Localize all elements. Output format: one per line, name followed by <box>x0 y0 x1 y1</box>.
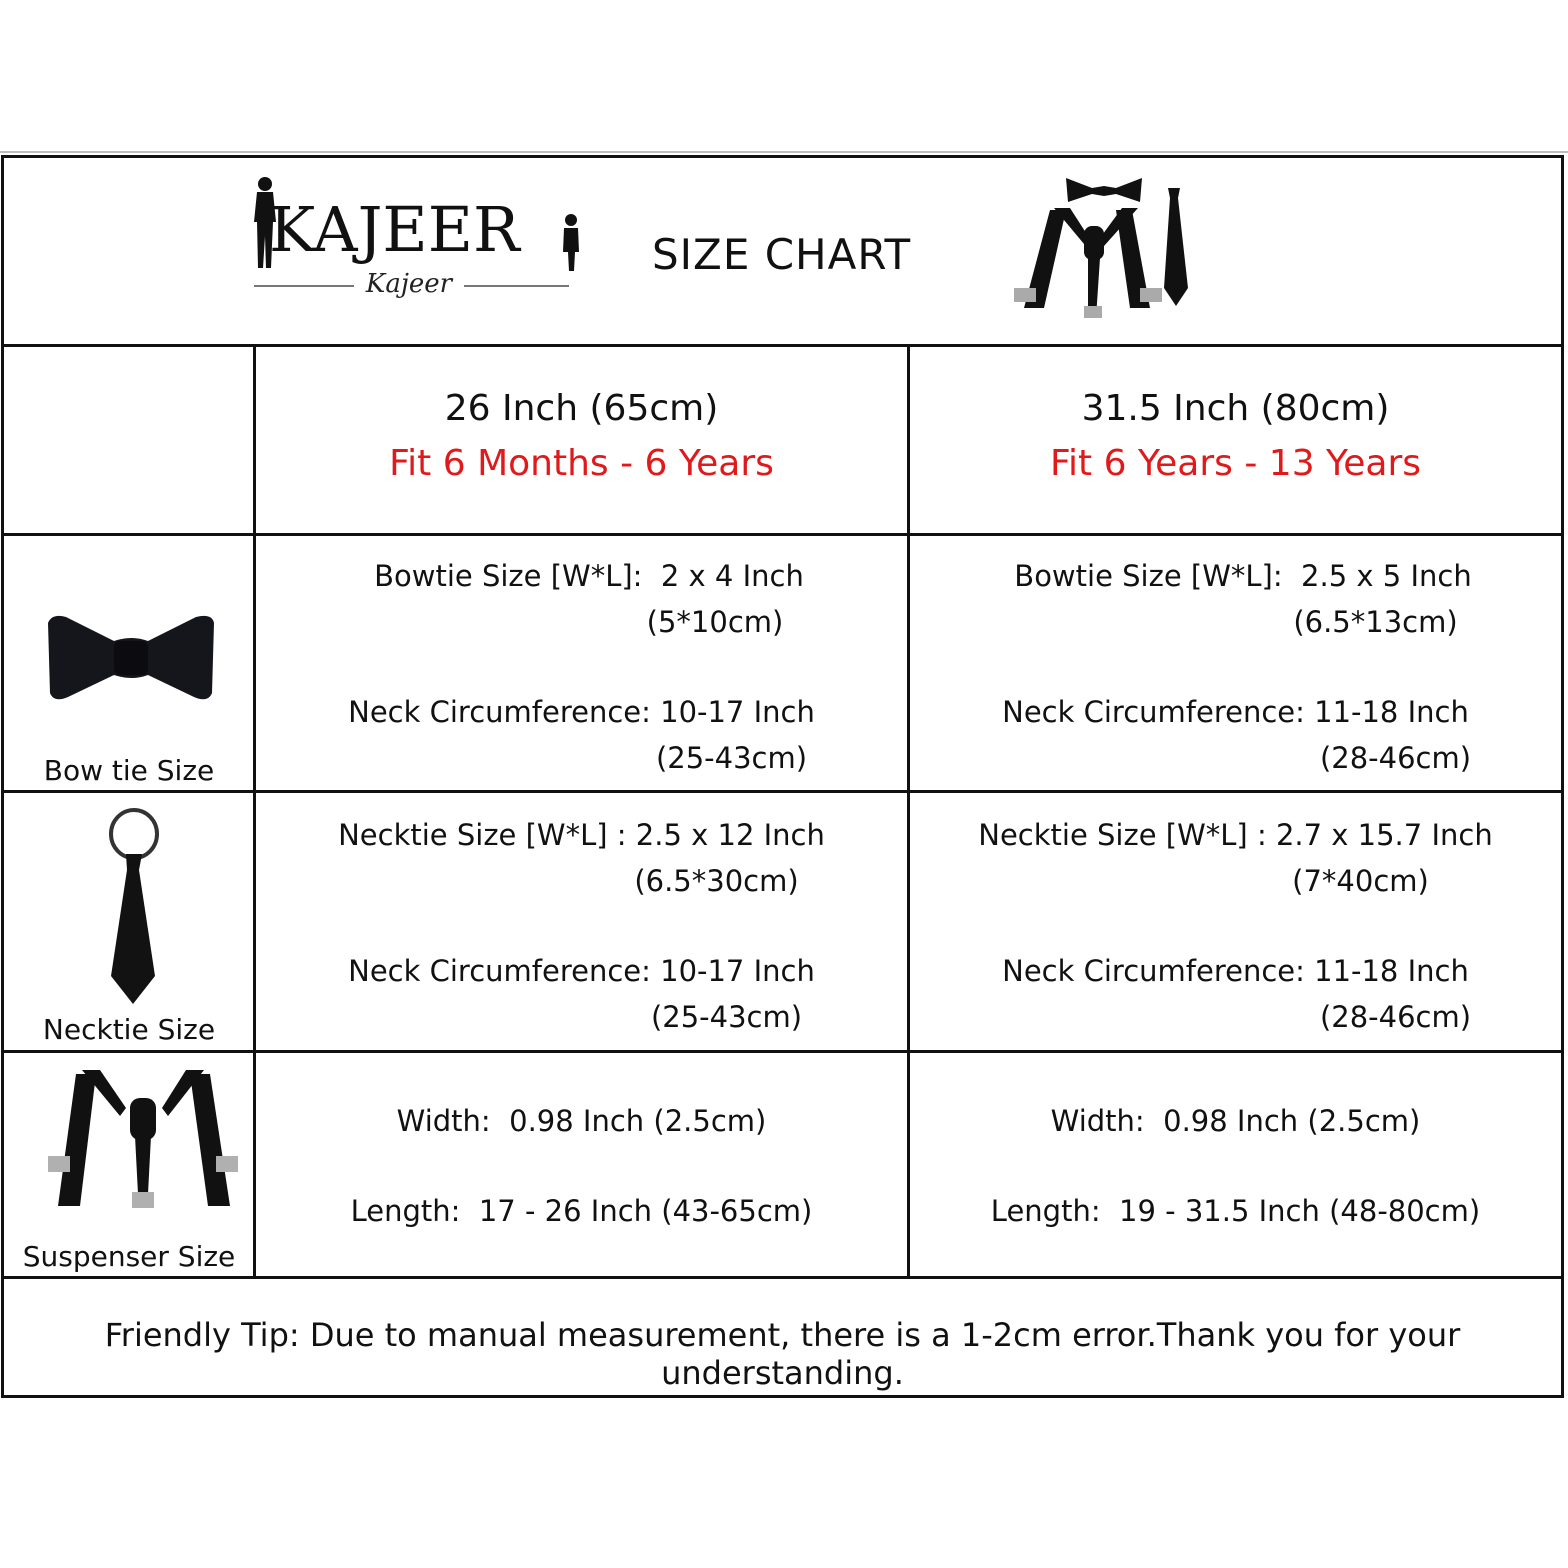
suspenders-image <box>46 1066 241 1220</box>
spec-line: Width: 0.98 Inch (2.5cm) <box>396 1104 767 1138</box>
spec-line: Necktie Size [W*L] : 2.5 x 12 Inch <box>338 818 825 852</box>
spec-line: Width: 0.98 Inch (2.5cm) <box>1050 1104 1421 1138</box>
necktie-large-cell <box>910 812 1561 1040</box>
suspenders-small-cell <box>256 1098 907 1234</box>
column-header-large <box>910 388 1561 484</box>
bowtie-small-cell <box>256 553 907 781</box>
friendly-tip: Friendly Tip: Due to manual measurement, there is a 1-2cm error.Thank you for your understanding. <box>104 1316 1461 1392</box>
spec-line: (7*40cm) <box>1292 864 1429 898</box>
spec-line: Length: 19 - 31.5 Inch (48-80cm) <box>990 1194 1481 1228</box>
spec-line: (28-46cm) <box>1319 1000 1472 1034</box>
row-label-suspenders: Suspenser Size <box>22 1240 236 1273</box>
spec-line: Neck Circumference: 10-17 Inch <box>348 695 815 729</box>
spec-line: Neck Circumference: 10-17 Inch <box>348 954 815 988</box>
spec-line: (6.5*13cm) <box>1293 605 1458 639</box>
spec-line: (28-46cm) <box>1319 741 1472 775</box>
bowtie-large-cell <box>910 553 1561 781</box>
column-fit: Fit 6 Years - 13 Years <box>1049 443 1422 484</box>
spec-line: Bowtie Size [W*L]: 2 x 4 Inch <box>374 559 804 593</box>
column-size: 26 Inch (65cm) <box>444 388 719 429</box>
suspenders-icon <box>46 1066 241 1216</box>
spec-line: (25-43cm) <box>655 741 808 775</box>
necktie-image <box>99 808 169 1012</box>
row-divider <box>4 344 1561 347</box>
row-divider <box>4 790 1561 793</box>
column-header-small <box>256 388 907 484</box>
spec-line: Bowtie Size [W*L]: 2.5 x 5 Inch <box>1014 559 1472 593</box>
spec-line: (5*10cm) <box>646 605 784 639</box>
row-label-necktie: Necktie Size <box>42 1013 216 1046</box>
column-size: 31.5 Inch (80cm) <box>1081 388 1390 429</box>
suspenders-large-cell <box>910 1098 1561 1234</box>
necktie-icon <box>99 808 169 1008</box>
row-label-bowtie: Bow tie Size <box>43 754 215 787</box>
spec-line: Neck Circumference: 11-18 Inch <box>1002 695 1469 729</box>
spec-line: (6.5*30cm) <box>634 864 799 898</box>
row-divider <box>4 533 1561 536</box>
size-chart <box>1 155 1564 1398</box>
column-fit: Fit 6 Months - 6 Years <box>389 443 774 484</box>
bowtie-image <box>44 613 219 707</box>
necktie-small-cell <box>256 812 907 1040</box>
spec-line: Neck Circumference: 11-18 Inch <box>1002 954 1469 988</box>
bowtie-icon <box>44 613 219 703</box>
spec-line: (25-43cm) <box>650 1000 803 1034</box>
row-divider <box>4 1276 1561 1279</box>
spec-line: Length: 17 - 26 Inch (43-65cm) <box>350 1194 813 1228</box>
suspenders-tie-icon <box>1004 168 1214 338</box>
brand-subtext: Kajeer <box>365 269 453 299</box>
row-divider <box>4 1050 1561 1053</box>
chart-title: SIZE CHART <box>652 230 912 279</box>
top-divider <box>0 151 1568 153</box>
spec-line: Necktie Size [W*L] : 2.7 x 15.7 Inch <box>978 818 1493 852</box>
suspenders-tie-image <box>1004 168 1214 338</box>
brand-text: KAJEER <box>269 193 520 266</box>
brand-logo <box>249 176 579 306</box>
